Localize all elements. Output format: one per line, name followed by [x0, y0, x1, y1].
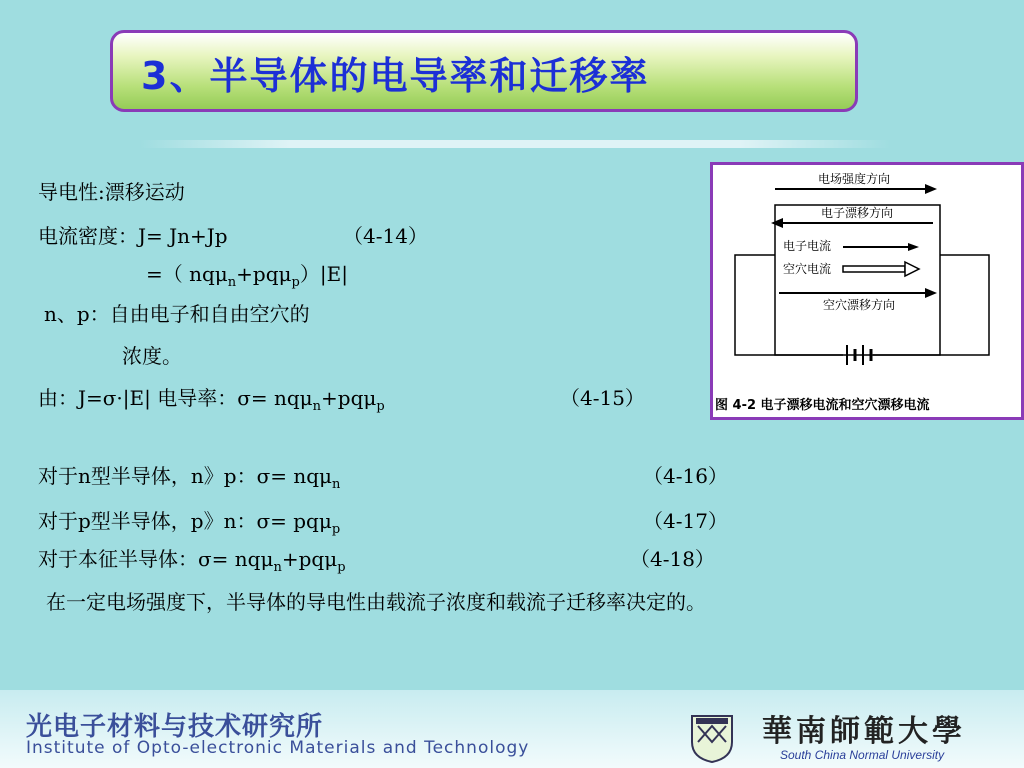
conclusion-line: 在一定电场强度下，半导体的导电性由载流子浓度和载流子迁移率决定的。 [46, 590, 706, 614]
text-line-6: 由：J=σ·|E| 电导率：σ= nqμ$_n$+pqμ$_p$ [38, 386, 385, 414]
text-line-3: =（ nqμ$_n$+pqμ$_p$）|E| [146, 262, 348, 290]
label-electron-current: 电子电流 [783, 239, 832, 253]
equation-number-4-16: （4-16） [643, 464, 728, 488]
equation-number-4-14: （4-14） [343, 224, 428, 248]
title-box [110, 30, 858, 112]
text-line-9: 对于本征半导体：σ= nqμ$_n$+pqμ$_p$ [38, 547, 346, 575]
label-hole-drift: 空穴漂移方向 [823, 298, 896, 312]
text-line-8: 对于p型半导体，p》n：σ= pqμ$_p$ [38, 509, 341, 537]
label-electron-drift: 电子漂移方向 [821, 206, 894, 220]
text-line-1: 导电性:漂移运动 [38, 180, 185, 204]
text-line-2: 电流密度：J= Jn+Jp [38, 224, 228, 248]
equation-number-4-15: （4-15） [560, 386, 645, 410]
drift-current-diagram [713, 165, 1021, 417]
label-field-direction: 电场强度方向 [818, 172, 891, 186]
institute-name-cn: 光电子材料与技术研究所 [26, 712, 324, 742]
equation-number-4-18: （4-18） [630, 547, 715, 571]
figure-drift-currents [710, 162, 1024, 420]
text-line-4: n、p：自由电子和自由空穴的 [44, 302, 310, 326]
university-name-cn: 華南師範大學 [762, 714, 966, 749]
slide-title: 3、半导体的电导率和迁移率 [141, 54, 650, 98]
equation-number-4-17: （4-17） [643, 509, 728, 533]
title-divider [140, 140, 890, 148]
university-seal-icon [688, 712, 736, 764]
text-line-7: 对于n型半导体，n》p：σ= nqμ$_n$ [38, 464, 341, 492]
label-hole-current: 空穴电流 [783, 262, 832, 276]
university-name-en: South China Normal University [780, 748, 945, 762]
text-line-5: 浓度。 [122, 344, 182, 368]
institute-name-en: Institute of Opto-electronic Materials and Technology [26, 738, 530, 758]
figure-caption: 图 4-2 电子漂移电流和空穴漂移电流 [715, 398, 930, 413]
